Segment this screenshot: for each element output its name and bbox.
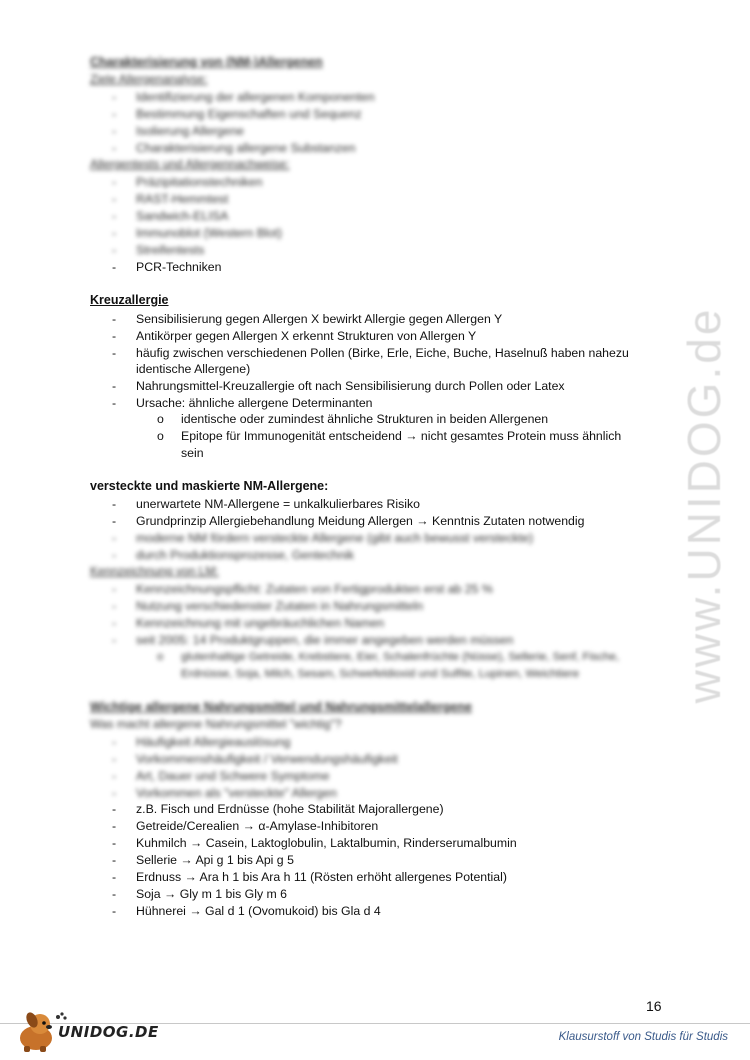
question-line: Was macht allergene Nahrungsmittel "wichtig"?: [90, 717, 342, 731]
subheading-kennzeichnung: Kennzeichnung von LM:: [90, 564, 219, 578]
subheading-allergentests: Allergentests und Allergennachweise:: [90, 157, 290, 171]
logo-text: UNIDOG.DE: [58, 1023, 159, 1041]
section-heading-kreuzallergie: Kreuzallergie: [90, 293, 169, 307]
section-heading-wichtige: Wichtige allergene Nahrungsmittel und Nahrungsmittelallergene: [90, 700, 472, 714]
section-heading-charakterisierung: Charakterisierung von (NM-)Allergenen: [90, 55, 323, 69]
section-heading-versteckte: versteckte und maskierte NM-Allergene:: [90, 479, 329, 493]
document-page: www.UNIDOG.de Charakterisierung von (NM-)Allergenen Ziele Allergenanalyse: - Identifizierung der allergenen Komponenten - Bestimmung Eigenschaften und Sequenz - Isolierung Allergene - Charakterisierung allergene Substanzen Allergentests und Allergennachweise: - Präzipitationstechniken - RAST-Hemmtest - Sandwich-ELISA - Immunoblot (Western Blot) - Streifentests - PCR-Techniken Kreuzallergie - Sensibilisierung gegen Allergen X bewirkt Allergie gegen Allergen Y - Antikörper gegen Allergen X erkennt Strukturen von Allergen Y - häufig zwischen verschiedenen Pollen (Birke, Erle, Eiche, Buche, Haselnuß haben nahezu identische Allergene) - Nahrungsmittel-Kreuzallergie oft nach Sensibilisierung durch Pollen oder Latex - Ursache: ähnliche allergene Determinanten o identische oder zumindest ähnliche Strukturen in beiden Allergenen o Epitope für Immunogenität entscheidend → nicht gesamtes Protein muss ähnlich sein versteckte und maskierte NM-Allergene: - unerwartete NM-Allergene = unkalkulierbares Risiko - Grundprinzip Allergiebehandlung Meidung Allergen → Kenntnis Zutaten notwendig - moderne NM fördern versteckte Allergene (gibt auch bewusst versteckte) - durch Produktionsprozesse, Gentechnik Kennzeichnung von LM: - Kennzeichnungspflicht: Zutaten von Fertigprodukten erst ab 25 % - Nutzung verschiedenster Zutaten in Nahrungsmitteln - Kennzeichnung mit ungebräuchlichen Namen - seit 2005: 14 Produktgruppen, die immer angegeben werden müssen o glutenhaltige Getreide, Krebstiere, Eier, Schalenfrüchte (Nüsse), Sellerie, Senf, Fische, Erdnüsse, Soja, Milch, Sesam, Schwefeldioxid und Sulfite, Lupinen, Weichtiere Wichtige allergene Nahrungsmittel und Nahrungsmittelallergene Was macht allergene Nahrungsmittel "wichtig"? - Häufigkeit Allergieauslösung - Vorkommenshäufigkeit / Verwendungshäufigkeit - Art, Dauer und Schwere Symptome - Vorkommen als "versteckte" Allergen - z.B. Fisch und Erdnüsse (hohe Stabilität Majorallergene) - Getreide/Cerealien → α-Amylase-Inhibitoren - Kuhmilch → Casein, Laktoglobulin, Laktalbumin, Rinderserumalbumin - Sellerie → Api g 1 bis Api g 5 - Erdnuss → Ara h 1 bis Ara h 11 (Rösten erhöht allergenes Potential) - Soja → Gly m 1 bis Gly m 6 - Hühnerei → Gal d 1 (Ovomukoid) bis Gla d 4 16 UNIDOG.DE Klausurstoff von Studis für Studis: [0, 0, 750, 1060]
footer-slogan: Klausurstoff von Studis für Studis: [558, 1031, 728, 1043]
watermark: www.UNIDOG.de: [678, 306, 730, 704]
page-number: 16: [646, 998, 662, 1014]
subheading-ziele: Ziele Allergenanalyse:: [90, 72, 208, 86]
